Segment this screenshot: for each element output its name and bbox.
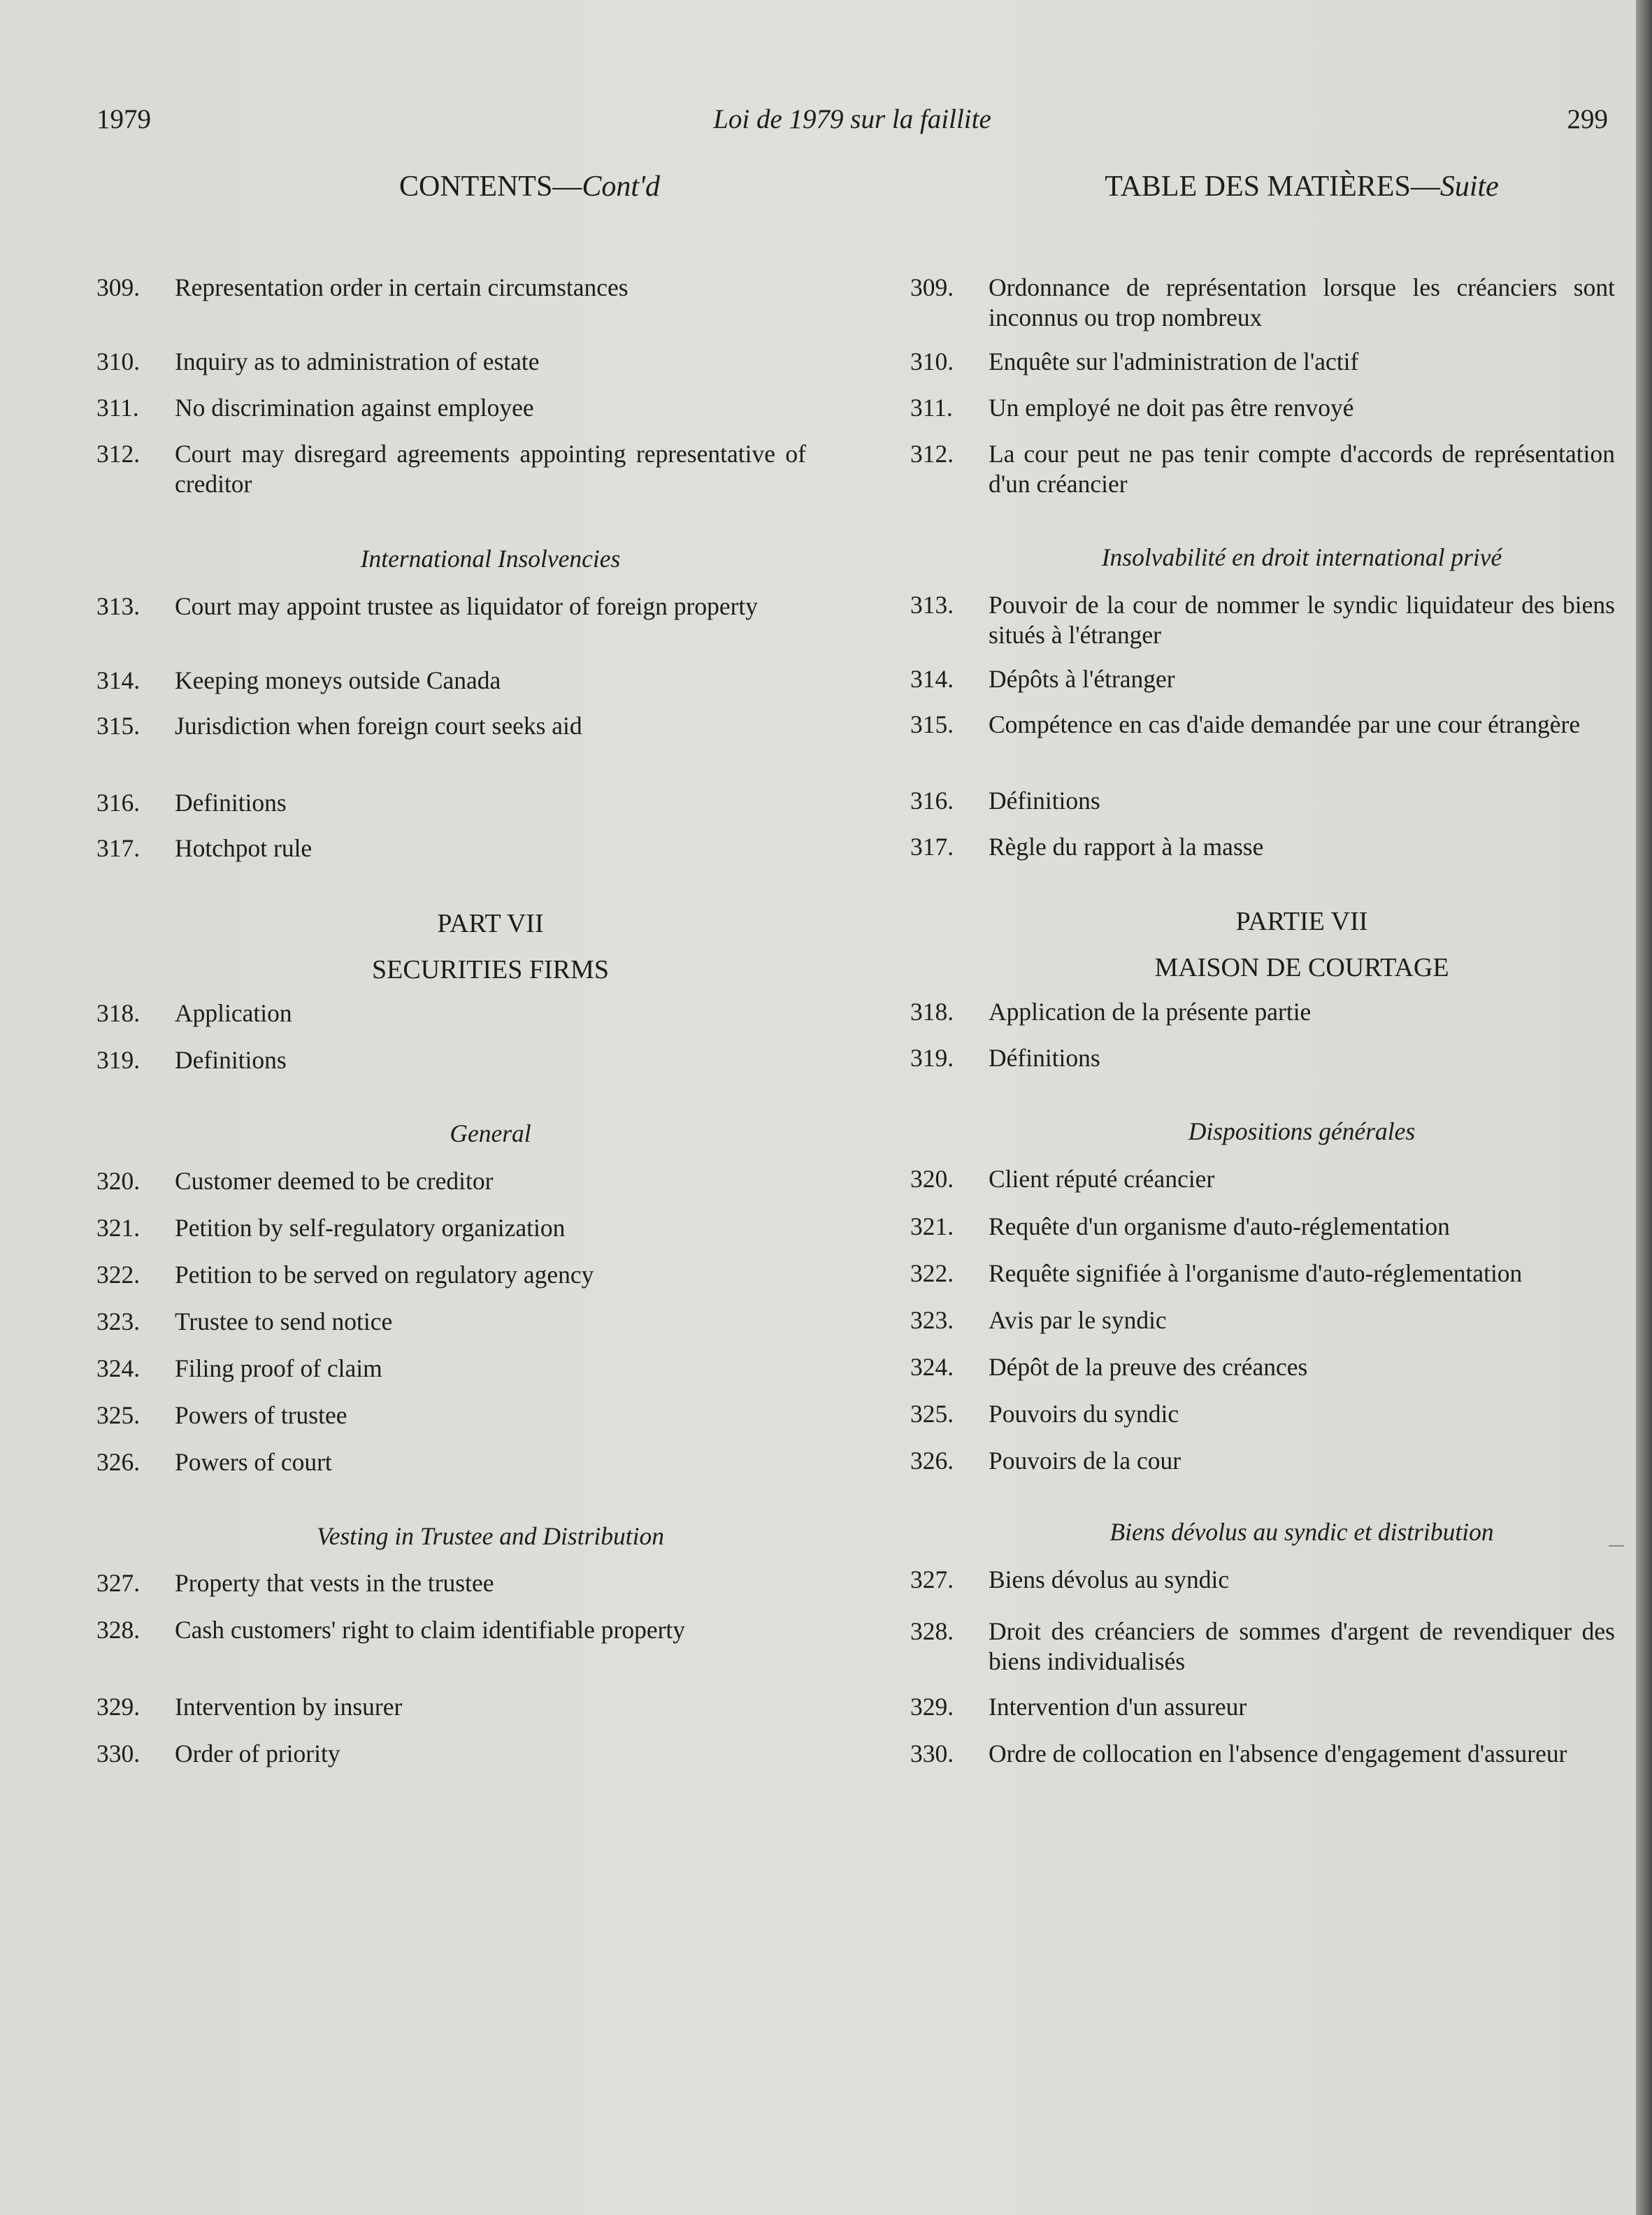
section-number: 324. — [96, 1354, 141, 1382]
section-title: Filing proof of claim — [175, 1354, 382, 1382]
toc-entry — [910, 1212, 1615, 1242]
section-number: 326. — [910, 1447, 954, 1475]
section-title: No discrimination against employee — [175, 394, 534, 422]
section-number: 328. — [96, 1616, 141, 1644]
section-title: Avis par le syndic — [989, 1306, 1167, 1334]
section-number: 313. — [910, 591, 954, 619]
section-number: 325. — [910, 1400, 954, 1428]
toc-entry — [96, 1213, 806, 1243]
section-title: Biens dévolus au syndic — [989, 1565, 1230, 1593]
section-title: Trustee to send notice — [175, 1307, 393, 1335]
section-title: Compétence en cas d'aide demandée par une cour étrangère — [989, 710, 1581, 738]
toc-entry — [96, 1739, 806, 1769]
subheading: General — [450, 1119, 531, 1147]
section-number: 329. — [910, 1693, 954, 1721]
subheading: Dispositions générales — [1188, 1117, 1416, 1145]
section-number: 326. — [96, 1448, 141, 1476]
section-number: 312. — [96, 440, 141, 468]
toc-entry — [96, 1307, 806, 1337]
section-number: 319. — [96, 1046, 141, 1074]
section-title: Pouvoirs du syndic — [989, 1400, 1179, 1428]
section-number: 323. — [910, 1306, 954, 1334]
section-title: Requête d'un organisme d'auto-réglementation — [989, 1212, 1450, 1240]
subheading: Vesting in Trustee and Distribution — [316, 1522, 665, 1550]
section-number: 322. — [910, 1259, 954, 1287]
english-column-heading — [175, 170, 884, 203]
section-title: Dépôts à l'étranger — [989, 665, 1175, 693]
toc-entry — [910, 1617, 1615, 1677]
subheading: Biens dévolus au syndic et distribution — [1109, 1518, 1494, 1546]
section-title: Definitions — [175, 1046, 287, 1074]
toc-entry — [96, 833, 806, 863]
toc-entry — [96, 1400, 806, 1431]
section-number: 311. — [96, 394, 139, 422]
toc-entry — [910, 1692, 1615, 1722]
part-title: SECURITIES FIRMS — [372, 955, 609, 984]
section-number: 309. — [96, 273, 141, 301]
section-title: Pouvoirs de la cour — [989, 1447, 1181, 1475]
section-title: Dépôt de la preuve des créances — [989, 1353, 1308, 1381]
toc-entry — [96, 998, 806, 1028]
section-title: Property that vests in the trustee — [175, 1569, 494, 1597]
header-title: Loi de 1979 sur la faillite — [713, 104, 991, 134]
toc-entry — [910, 590, 1615, 650]
toc-entry — [910, 786, 1615, 816]
section-title: Définitions — [989, 1044, 1100, 1072]
section-title: Customer deemed to be creditor — [175, 1167, 494, 1195]
section-number: 330. — [96, 1740, 141, 1768]
section-number: 327. — [910, 1565, 954, 1593]
section-number: 313. — [96, 592, 141, 620]
toc-entry — [96, 273, 806, 303]
section-title: Representation order in certain circumstances — [175, 273, 629, 301]
section-title: Petition by self-regulatory organization — [175, 1214, 566, 1242]
toc-entry — [910, 1352, 1615, 1382]
section-number: 317. — [910, 833, 954, 861]
section-number: 324. — [910, 1353, 954, 1381]
subheading: Insolvabilité en droit international privé — [1101, 543, 1502, 571]
section-title: Cash customers' right to claim identifiable property — [175, 1616, 686, 1644]
toc-entry — [910, 710, 1615, 740]
section-number: 309. — [910, 273, 954, 301]
toc-entry — [910, 347, 1615, 377]
section-number: 320. — [96, 1167, 141, 1195]
section-number: 322. — [96, 1261, 141, 1289]
section-title: Enquête sur l'administration de l'actif — [989, 347, 1359, 375]
section-number: 314. — [96, 666, 141, 694]
toc-entry — [910, 1259, 1615, 1289]
part-title: MAISON DE COURTAGE — [1154, 953, 1449, 982]
toc-entry — [910, 393, 1615, 423]
section-title: Court may appoint trustee as liquidator of foreign property — [175, 592, 759, 620]
toc-entry — [910, 664, 1615, 694]
french-heading-suffix: Suite — [1439, 171, 1499, 203]
toc-entry — [910, 1399, 1615, 1429]
running-header — [96, 103, 1608, 138]
toc-entry — [910, 1305, 1615, 1335]
page-number: 299 — [1567, 104, 1608, 134]
section-number: 325. — [96, 1401, 141, 1429]
section-number: 323. — [96, 1307, 141, 1335]
section-title: Intervention d'un assureur — [989, 1693, 1247, 1721]
section-number: 329. — [96, 1693, 141, 1721]
section-number: 319. — [910, 1044, 954, 1072]
section-title: Définitions — [989, 787, 1100, 815]
toc-entry — [910, 832, 1615, 862]
part-label: PART VII — [437, 909, 544, 938]
toc-entry — [96, 788, 806, 818]
section-title: Inquiry as to administration of estate — [175, 347, 540, 375]
section-number: 321. — [910, 1212, 954, 1240]
section-number: 321. — [96, 1214, 141, 1242]
toc-entry — [96, 666, 806, 696]
toc-entry — [910, 997, 1615, 1027]
section-title: Règle du rapport à la masse — [989, 833, 1264, 861]
section-number: 310. — [910, 347, 954, 375]
toc-entry — [910, 1565, 1615, 1595]
toc-entry — [910, 439, 1615, 499]
section-number: 317. — [96, 834, 141, 862]
section-title: Un employé ne doit pas être renvoyé — [989, 394, 1354, 422]
section-number: 320. — [910, 1165, 954, 1193]
section-number: 315. — [96, 712, 141, 740]
toc-entry — [910, 1164, 1615, 1194]
toc-entry — [910, 1043, 1615, 1073]
header-year: 1979 — [96, 104, 151, 134]
section-number: 312. — [910, 440, 954, 468]
toc-entry — [96, 1615, 806, 1645]
section-title: Ordre de collocation en l'absence d'engagement d'assureur — [989, 1740, 1567, 1768]
subheading: International Insolvencies — [360, 545, 621, 573]
section-number: 315. — [910, 710, 954, 738]
toc-entry — [96, 347, 806, 377]
section-title: Ordonnance de représentation lorsque les créanciers sont inconnus ou trop nombreux — [989, 273, 1615, 331]
section-number: 316. — [96, 789, 141, 817]
toc-entry — [910, 1739, 1615, 1769]
toc-entry — [96, 1447, 806, 1477]
section-number: 311. — [910, 394, 953, 422]
toc-entry — [96, 592, 806, 622]
section-title: Jurisdiction when foreign court seeks aid — [175, 712, 582, 740]
section-title: Client réputé créancier — [989, 1165, 1215, 1193]
section-title: Droit des créanciers de sommes d'argent de revendiquer des biens individualisés — [989, 1617, 1615, 1675]
toc-entry — [910, 1446, 1615, 1476]
section-title: Powers of trustee — [175, 1401, 347, 1429]
section-title: La cour peut ne pas tenir compte d'accords de représentation d'un créancier — [989, 440, 1615, 498]
section-title: Definitions — [175, 789, 287, 817]
section-title: Powers of court — [175, 1448, 332, 1476]
section-number: 310. — [96, 347, 141, 375]
section-number: 316. — [910, 787, 954, 815]
part-label: PARTIE VII — [1235, 907, 1368, 936]
section-title: Requête signifiée à l'organisme d'auto-réglementation — [989, 1259, 1523, 1287]
section-title: Hotchpot rule — [175, 834, 313, 862]
french-heading-main: TABLE DES MATIÈRES— — [1105, 171, 1440, 203]
section-number: 318. — [910, 998, 954, 1026]
toc-entry — [96, 1045, 806, 1075]
section-title: Keeping moneys outside Canada — [175, 666, 501, 694]
french-column-heading — [910, 170, 1652, 203]
section-number: 314. — [910, 665, 954, 693]
toc-entry — [96, 1260, 806, 1290]
section-number: 318. — [96, 999, 141, 1027]
toc-entry — [96, 1568, 806, 1598]
section-title: Order of priority — [175, 1740, 340, 1768]
toc-entry — [96, 393, 806, 423]
section-number: 330. — [910, 1740, 954, 1768]
section-number: 328. — [910, 1617, 954, 1645]
toc-entry — [96, 1354, 806, 1384]
toc-entry — [96, 1166, 806, 1196]
english-heading-suffix: Cont'd — [582, 171, 660, 203]
toc-entry — [96, 711, 806, 741]
toc-entry — [910, 273, 1615, 333]
page-edge-shadow — [1636, 0, 1652, 2215]
toc-entry — [96, 1692, 806, 1722]
scan-mark — [1609, 1545, 1624, 1547]
toc-entry — [96, 439, 806, 499]
section-title: Application de la présente partie — [989, 998, 1312, 1026]
english-heading-main: CONTENTS— — [398, 171, 582, 203]
section-number: 327. — [96, 1569, 141, 1597]
section-title: Pouvoir de la cour de nommer le syndic liquidateur des biens situés à l'étranger — [989, 591, 1615, 649]
section-title: Petition to be served on regulatory agency — [175, 1261, 594, 1289]
section-title: Intervention by insurer — [175, 1693, 403, 1721]
section-title: Application — [175, 999, 292, 1027]
section-title: Court may disregard agreements appointing representative of creditor — [175, 440, 806, 498]
